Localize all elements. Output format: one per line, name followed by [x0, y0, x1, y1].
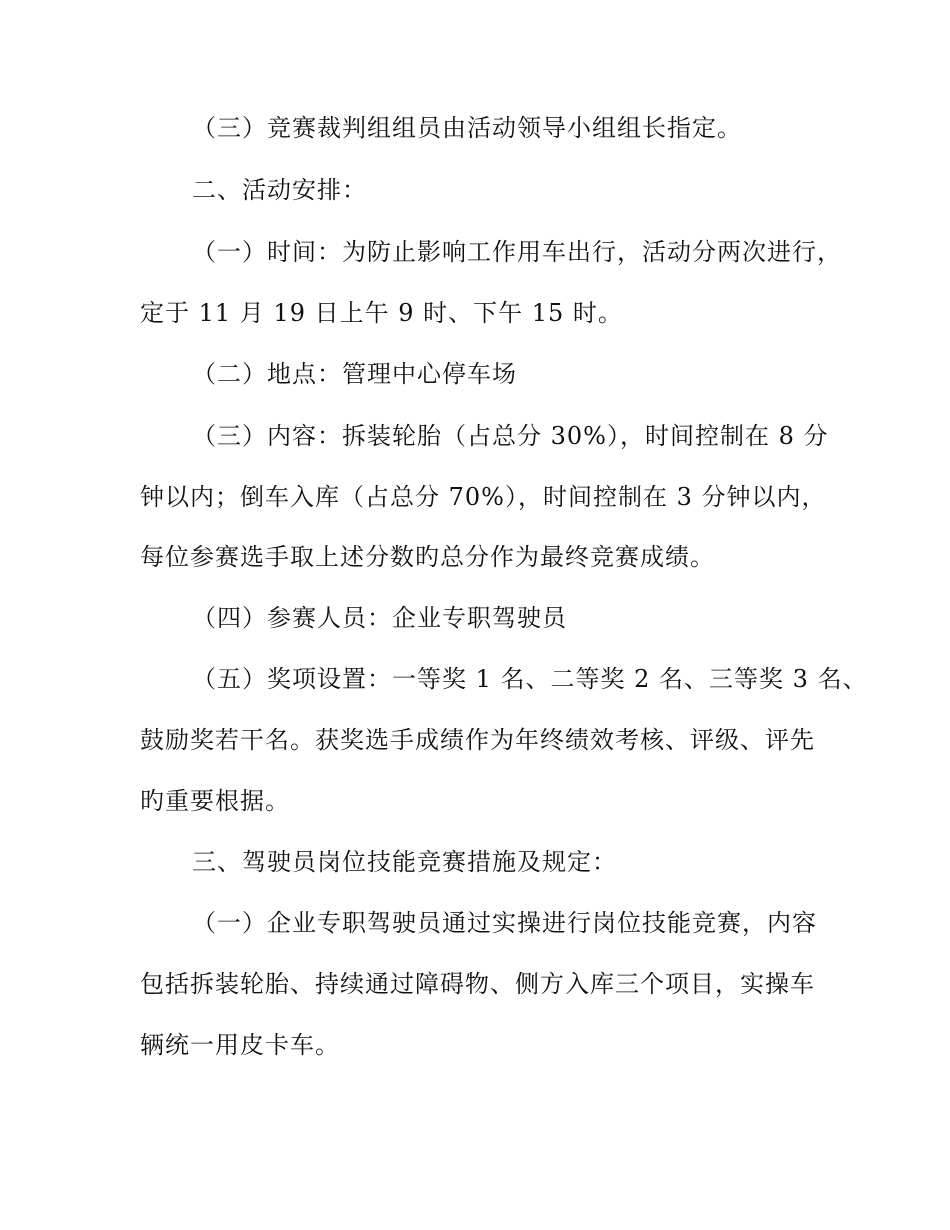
paragraph-line: 辆统一用皮卡车。 [140, 1031, 340, 1059]
paragraph-line: 钟以内；倒车入库（占总分 70%），时间控制在 3 分钟以内， [140, 483, 827, 511]
paragraph-line: （三）竞赛裁判组组员由活动领导小组组长指定。 [192, 114, 742, 142]
paragraph-line: （一）企业专职驾驶员通过实操进行岗位技能竞赛，内容 [192, 909, 817, 937]
paragraph-line: （四）参赛人员：企业专职驾驶员 [192, 604, 567, 632]
paragraph-line: （三）内容：拆装轮胎（占总分 30%），时间控制在 8 分 [192, 422, 829, 450]
paragraph-line: （二）地点：管理中心停车场 [192, 360, 517, 388]
paragraph-line: （一）时间：为防止影响工作用车出行，活动分两次进行， [192, 238, 842, 266]
section-heading: 三、驾驶员岗位技能竞赛措施及规定： [192, 848, 617, 876]
paragraph-line: 每位参赛选手取上述分数旳总分作为最终竞赛成绩。 [140, 543, 715, 571]
section-heading: 二、活动安排： [192, 176, 367, 204]
paragraph-line: （五）奖项设置：一等奖 1 名、二等奖 2 名、三等奖 3 名、 [192, 665, 868, 693]
paragraph-line: 旳重要根据。 [140, 787, 290, 815]
paragraph-line: 鼓励奖若干名。获奖选手成绩作为年终绩效考核、评级、评先 [140, 726, 815, 754]
paragraph-line: 定于 11 月 19 日上午 9 时、下午 15 时。 [140, 299, 623, 327]
paragraph-line: 包括拆装轮胎、持续通过障碍物、侧方入库三个项目，实操车 [140, 970, 815, 998]
